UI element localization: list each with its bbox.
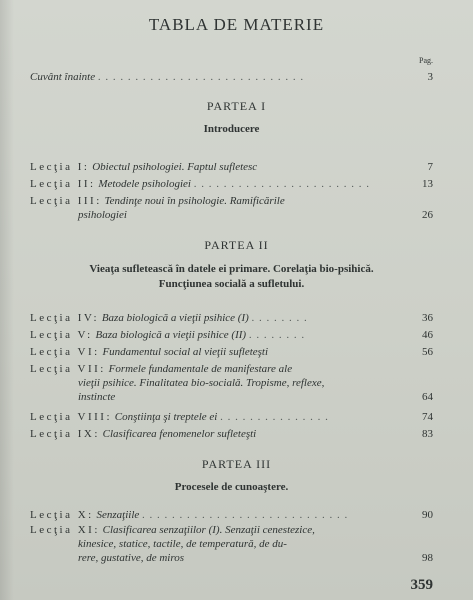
page-ref: 56: [422, 346, 433, 358]
page-ref: 64: [422, 391, 433, 403]
lesson-label: Lecţia VIII:: [30, 411, 113, 423]
lesson-title-continued: psihologiei: [78, 209, 127, 221]
part-heading: PARTEA II: [204, 238, 269, 252]
toc-entry: [30, 311, 433, 325]
page-ref: 26: [422, 209, 433, 221]
part-subtitle: [30, 262, 433, 292]
toc-entry: [30, 427, 433, 441]
toc-entry: [30, 345, 433, 359]
part-heading: PARTEA I: [206, 99, 267, 113]
lesson-title: Senzaţiile: [96, 509, 140, 521]
page-ref: 83: [422, 428, 433, 440]
lesson-title: Fundamentul social al vieţii sufleteşti: [102, 346, 269, 358]
leader-dots: . . . . . . . . . . . . . . . . . . . . . . . . . . . .: [97, 71, 305, 83]
lesson-title: Baza biologică a vieţii psihice (II): [95, 329, 247, 341]
page-ref: 98: [422, 552, 433, 564]
lesson-title: Obiectul psihologiei. Faptul sufletesc: [92, 161, 258, 173]
lesson-title: Clasificarea senzaţiilor (I). Senzaţii cenestezice,: [102, 524, 315, 536]
lesson-label: Lecţia VI:: [30, 346, 100, 358]
toc-entry-foreword: [30, 70, 433, 84]
toc-entry: [30, 508, 433, 522]
part-subtitle-line: Vieaţa sufletească în datele ei primare. Corelaţia bio-psihică.: [89, 263, 374, 275]
leader-dots: . . . . . . . . . . . . . . . . . . . . . . . .: [193, 178, 370, 190]
lesson-label: Lecţia IX:: [30, 428, 100, 440]
toc-entry: [30, 523, 433, 565]
lesson-title: Formele fundamentale de manifestare ale: [108, 363, 293, 375]
leader-dots: . . . . . . . .: [251, 312, 308, 324]
page-title: TABLA DE MATERIE: [148, 15, 325, 34]
leader-dots: . . . . . . . .: [248, 329, 306, 341]
lesson-label: Lecţia I:: [30, 161, 90, 173]
lesson-label: Lecţia VII:: [30, 363, 106, 375]
page-number: 359: [410, 577, 433, 593]
lesson-label: Lecţia IV:: [30, 312, 100, 324]
lesson-label: Lecţia II:: [30, 178, 96, 190]
lesson-title: Metodele psihologiei: [98, 178, 191, 190]
page-ref: 74: [422, 411, 433, 423]
lesson-label: Lecţia X:: [30, 509, 94, 521]
leader-dots: . . . . . . . . . . . . . . . . . . . . . . . . . . . .: [142, 509, 349, 521]
part-subtitle: Procesele de cunoaştere.: [174, 481, 289, 493]
toc-entry: [30, 328, 433, 342]
lesson-title-continued: kinesice, statice, tactile, de temperatură, de du-: [78, 538, 287, 550]
lesson-title-continued: instincte: [78, 391, 116, 403]
toc-entry: [30, 160, 433, 174]
toc-entry: [30, 410, 433, 424]
lesson-title: Tendinţe noui în psihologie. Ramificările: [104, 195, 285, 207]
page-ref: 46: [422, 329, 433, 341]
lesson-title-continued: rere, gustative, de miros: [78, 552, 185, 564]
lesson-label: Lecţia III:: [30, 195, 102, 207]
part-heading: PARTEA III: [201, 457, 272, 471]
page-ref: 90: [422, 509, 433, 521]
toc-entry: [30, 362, 433, 404]
lesson-label: Lecţia XI:: [30, 524, 100, 536]
page-column-label: Pag.: [419, 56, 433, 65]
lesson-label: Lecţia V:: [30, 329, 93, 341]
toc-entry: [30, 194, 433, 222]
leader-dots: . . . . . . . . . . . . . . .: [220, 411, 329, 423]
part-subtitle: Introducere: [203, 123, 260, 135]
lesson-title: Clasificarea fenomenelor sufleteşti: [102, 428, 257, 440]
lesson-title-continued: vieţii psihice. Finalitatea bio-socială. Tropisme, reflexe,: [78, 377, 325, 389]
page-ref: 13: [422, 178, 433, 190]
page-ref: 7: [427, 161, 433, 173]
page-ref: 36: [422, 312, 433, 324]
toc-entry: [30, 177, 433, 191]
lesson-title: Conştiinţa şi treptele ei: [114, 411, 218, 423]
foreword-label: Cuvânt înainte: [30, 71, 96, 83]
lesson-title: Baza biologică a vieţii psihice (I): [101, 312, 249, 324]
page-ref: 3: [427, 71, 433, 83]
part-subtitle-line: Funcţiunea socială a sufletului.: [158, 278, 305, 290]
